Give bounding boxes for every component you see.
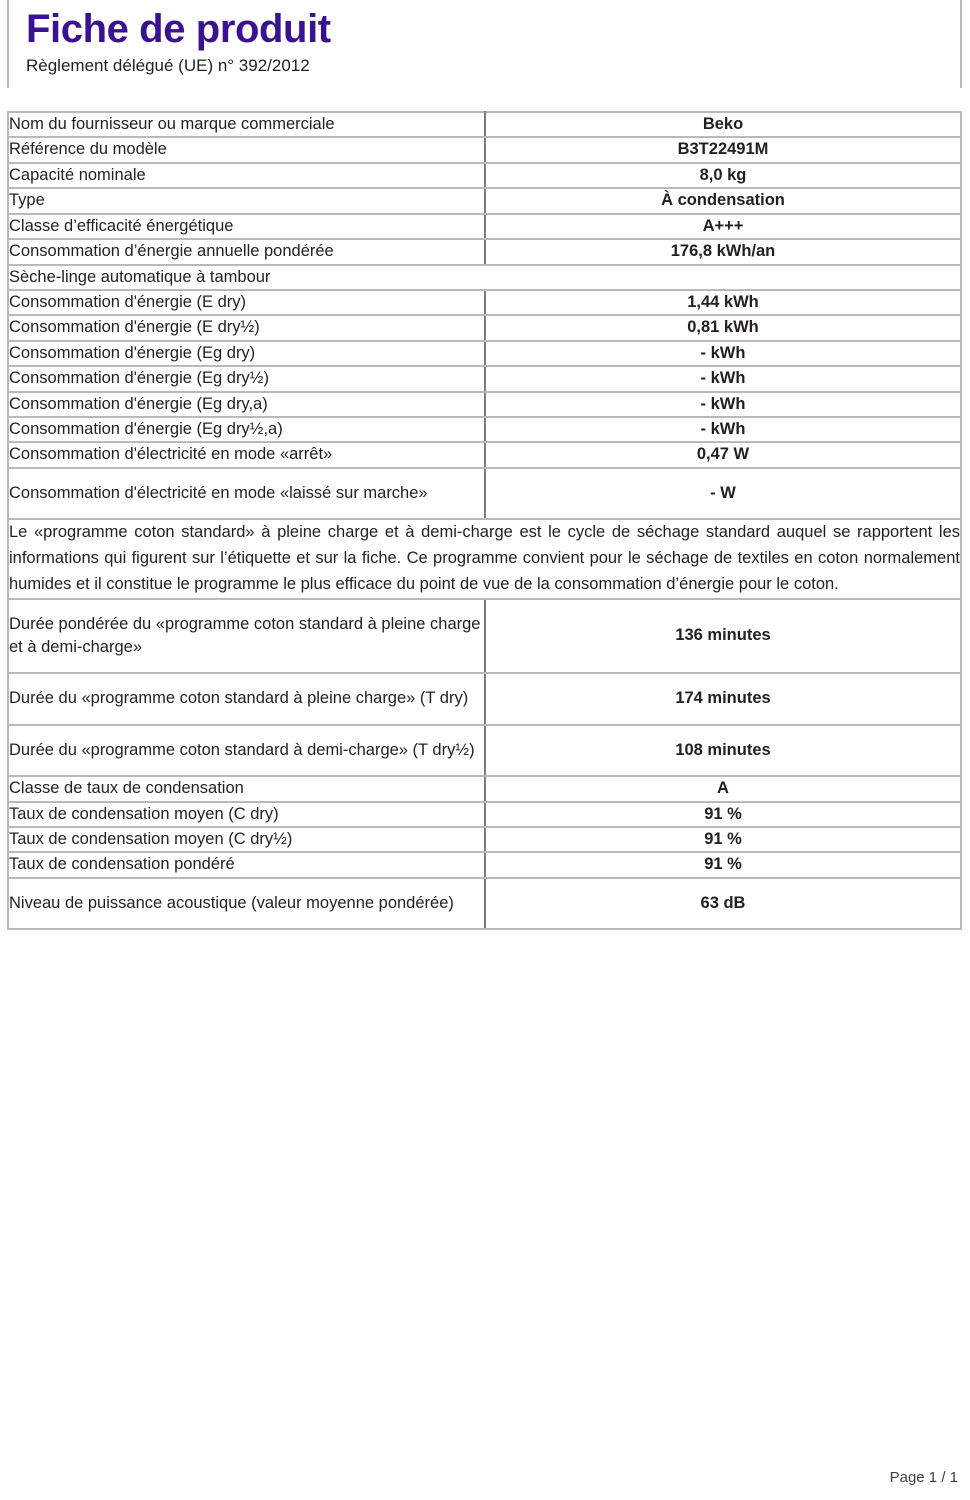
spec-value: - kWh — [485, 392, 961, 417]
spec-label: Classe de taux de condensation — [8, 776, 485, 801]
page-title: Fiche de produit — [26, 7, 331, 51]
page-footer: Page 1 / 1 — [889, 1469, 958, 1486]
spec-label: Taux de condensation moyen (C dry) — [8, 802, 485, 827]
spec-label: Capacité nominale — [8, 163, 485, 188]
table-row — [8, 442, 961, 467]
table-row — [8, 468, 961, 519]
table-row — [8, 290, 961, 315]
table-row — [8, 802, 961, 827]
table-row — [8, 673, 961, 724]
spec-section-heading: Sèche-linge automatique à tambour — [8, 265, 961, 290]
spec-value: 136 minutes — [485, 599, 961, 674]
spec-label: Consommation d'énergie (Eg dry,a) — [8, 392, 485, 417]
regulation-subtitle: Règlement délégué (UE) n° 392/2012 — [26, 56, 310, 75]
spec-label: Consommation d'électricité en mode «arrêt» — [8, 442, 485, 467]
spec-label: Nom du fournisseur ou marque commerciale — [8, 112, 485, 137]
spec-label: Durée du «programme coton standard à demi-charge» (T dry½) — [8, 725, 485, 776]
spec-value: 174 minutes — [485, 673, 961, 724]
spec-value: 176,8 kWh/an — [485, 239, 961, 264]
table-row — [8, 725, 961, 776]
table-row — [8, 776, 961, 801]
table-row — [8, 519, 961, 598]
spec-value: 63 dB — [485, 878, 961, 929]
spec-value: B3T22491M — [485, 137, 961, 162]
spec-label: Type — [8, 188, 485, 213]
table-row — [8, 599, 961, 674]
table-row — [8, 214, 961, 239]
spec-value: A — [485, 776, 961, 801]
table-row — [8, 878, 961, 929]
table-row — [8, 163, 961, 188]
table-row — [8, 137, 961, 162]
spec-label: Consommation d'énergie (E dry) — [8, 290, 485, 315]
document-header — [7, 0, 962, 88]
spec-value: 0,47 W — [485, 442, 961, 467]
spec-paragraph: Le «programme coton standard» à pleine charge et à demi-charge est le cycle de séchage standard auquel se rapportent les informations qui figurent sur l’étiquette et sur la fiche. Ce programme convient pour le séchage de textiles en coton normalement humides et il constitue le programme le plus efficace du point de vue de la consommation d’énergie pour le coton. — [8, 519, 961, 598]
spec-value: 1,44 kWh — [485, 290, 961, 315]
table-row — [8, 265, 961, 290]
spec-label: Taux de condensation pondéré — [8, 852, 485, 877]
table-row — [8, 827, 961, 852]
table-row — [8, 112, 961, 137]
table-row — [8, 852, 961, 877]
spec-label: Taux de condensation moyen (C dry½) — [8, 827, 485, 852]
table-row — [8, 188, 961, 213]
table-row — [8, 417, 961, 442]
spec-value: 91 % — [485, 827, 961, 852]
table-row — [8, 315, 961, 340]
table-row — [8, 392, 961, 417]
spec-label: Consommation d'énergie (Eg dry½) — [8, 366, 485, 391]
spec-label: Durée pondérée du «programme coton standard à pleine charge et à demi-charge» — [8, 599, 485, 674]
spec-value: 91 % — [485, 802, 961, 827]
spec-label: Consommation d'énergie (Eg dry) — [8, 341, 485, 366]
spec-value: - kWh — [485, 341, 961, 366]
spec-label: Classe d’efficacité énergétique — [8, 214, 485, 239]
spec-value: 8,0 kg — [485, 163, 961, 188]
table-row — [8, 341, 961, 366]
spec-label: Consommation d’énergie annuelle pondérée — [8, 239, 485, 264]
spec-value: - kWh — [485, 417, 961, 442]
spec-value: - W — [485, 468, 961, 519]
spec-value: 91 % — [485, 852, 961, 877]
spec-label: Durée du «programme coton standard à pleine charge» (T dry) — [8, 673, 485, 724]
spec-label: Consommation d'énergie (E dry½) — [8, 315, 485, 340]
spec-value: - kWh — [485, 366, 961, 391]
spec-label: Niveau de puissance acoustique (valeur moyenne pondérée) — [8, 878, 485, 929]
spec-value: A+++ — [485, 214, 961, 239]
spec-value: Beko — [485, 112, 961, 137]
specification-table-body — [8, 112, 961, 929]
spec-label: Consommation d'électricité en mode «laissé sur marche» — [8, 468, 485, 519]
spec-label: Référence du modèle — [8, 137, 485, 162]
table-row — [8, 239, 961, 264]
specification-table — [7, 111, 962, 930]
spec-value: 0,81 kWh — [485, 315, 961, 340]
table-row — [8, 366, 961, 391]
spec-label: Consommation d'énergie (Eg dry½,a) — [8, 417, 485, 442]
spec-value: À condensation — [485, 188, 961, 213]
spec-value: 108 minutes — [485, 725, 961, 776]
